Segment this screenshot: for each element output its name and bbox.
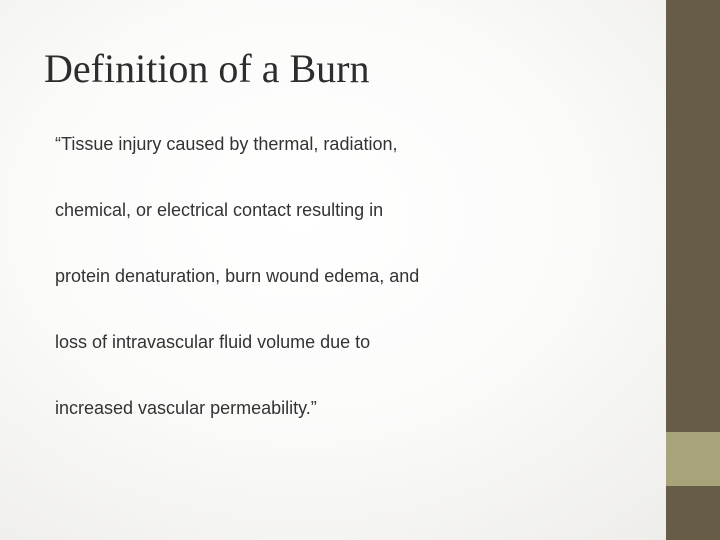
definition-text xyxy=(55,132,419,462)
definition-line: protein denaturation, burn wound edema, and xyxy=(55,266,420,286)
definition-line: chemical, or electrical contact resulting in xyxy=(55,200,384,220)
side-decoration-accent xyxy=(666,432,720,486)
definition-line: “Tissue injury caused by thermal, radiation, xyxy=(55,134,398,154)
definition-line: increased vascular permeability.” xyxy=(55,398,317,418)
slide-title: Definition of a Burn xyxy=(44,46,370,91)
definition-line: loss of intravascular fluid volume due to xyxy=(55,332,371,352)
